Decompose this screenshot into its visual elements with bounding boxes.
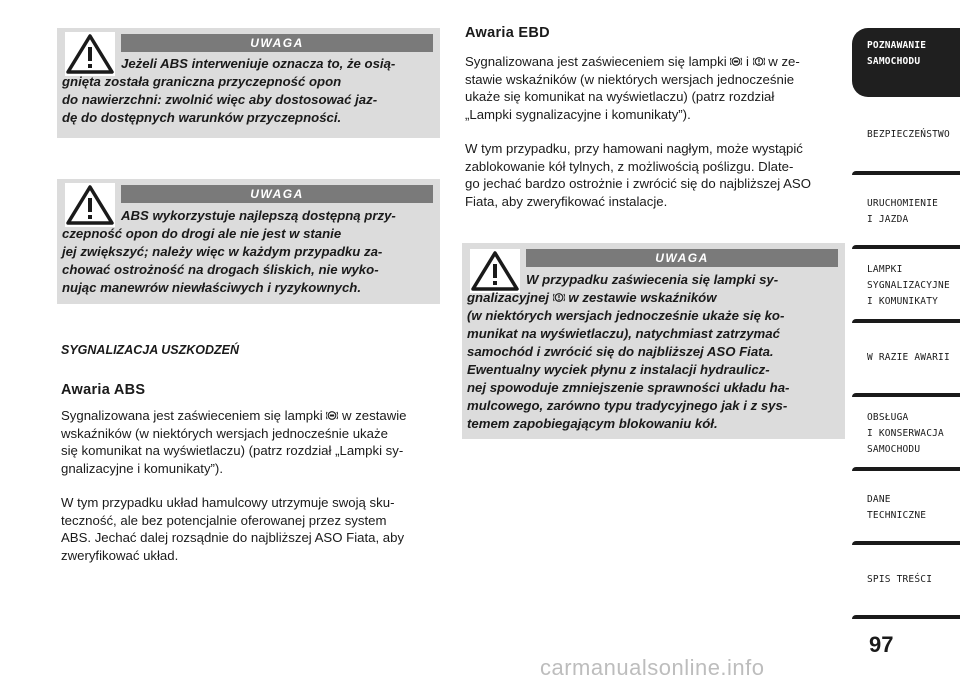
abs-warning-light-icon bbox=[326, 410, 338, 421]
warning-box-abs-intervention bbox=[57, 28, 440, 138]
tab-divider bbox=[852, 615, 960, 619]
abs-fault-paragraph-2: W tym przypadku układ hamulcowy utrzymuje swoją sku- teczność, ale bez potencjalnie oferowanej przez system ABS. Jechać dalej rozsądnie do najbliższej ASO Fiata, aby zweryfikować układ. bbox=[61, 495, 405, 563]
warning-heading: UWAGA bbox=[526, 249, 838, 267]
tab-lampki-sygnalizacyjne[interactable] bbox=[852, 250, 960, 319]
tab-label: URUCHOMIENIE I JAZDA bbox=[867, 198, 939, 225]
tab-divider bbox=[852, 541, 960, 545]
warning-box-abs-grip bbox=[57, 179, 440, 304]
tab-obsluga-i-konserwacja[interactable] bbox=[852, 398, 960, 467]
brake-warning-light-icon bbox=[753, 56, 765, 67]
section-label: SYGNALIZACJA USZKODZEŃ bbox=[61, 343, 240, 357]
ebd-fault-paragraph-1: Sygnalizowana jest zaświeceniem się lampki i w ze- stawie wskaźników (w niektórych wersjach jednocześnie ukaże się komunikat na wyświetlaczu) (patrz rozdział „Lampki sygnalizacyjne i komunikaty”). bbox=[465, 54, 800, 122]
watermark: carmanualsonline.info bbox=[540, 655, 765, 680]
tab-label: W RAZIE AWARII bbox=[867, 352, 950, 363]
warning-heading: UWAGA bbox=[121, 34, 433, 52]
tab-label: POZNAWANIE SAMOCHODU bbox=[867, 40, 927, 67]
tab-label: OBSŁUGA I KONSERWACJA SAMOCHODU bbox=[867, 412, 944, 455]
abs-fault-title: Awaria ABS bbox=[61, 382, 146, 398]
warning-text: Jeżeli ABS interweniuje oznacza to, że osią- gnięta została graniczna przyczepność opon do nawierzchni: zwolnić więc aby dostosować jaz- dę do dostępnych warunków przyczepności. bbox=[62, 56, 396, 125]
abs-warning-light-icon bbox=[730, 56, 742, 67]
tab-label: DANE TECHNICZNE bbox=[867, 494, 927, 521]
ebd-fault-paragraph-2: W tym przypadku, przy hamowani nagłym, może wystąpić zablokowanie kół tylnych, z możliwością poślizgu. Dlate- go jechać bardzo ostrożnie i zwrócić się do najbliższej ASO Fiata, aby zweryfikować instalacje. bbox=[465, 141, 811, 209]
page-number: 97 bbox=[869, 632, 894, 657]
tab-dane-techniczne[interactable] bbox=[852, 472, 960, 541]
warning-heading: UWAGA bbox=[121, 185, 433, 203]
abs-fault-paragraph-1: Sygnalizowana jest zaświeceniem się lampki w zestawie wskaźników (w niektórych wersjach jednocześnie ukaże się komunikat na wyświetlaczu) (patrz rozdział „Lampki sy- gnalizacyjne i komunikaty”). bbox=[61, 408, 407, 476]
warning-text: W przypadku zaświecenia się lampki sy- gnalizacyjnej w zestawie wskaźników (w niektórych wersjach jednocześnie ukaże się ko- munikat na wyświetlaczu), natychmiast zatrzymać samochód i zwrócić się do najbliższej ASO Fiata. Ewentualny wyciek płynu z instalacji hydraulicz- nej spowoduje zmniejszenie sprawności układu ha- mulcowego, zarówno typu tradycyjnego jak i z sys- temem zapobiegającym blokowaniu kół. bbox=[467, 272, 790, 431]
ebd-fault-title: Awaria EBD bbox=[465, 25, 550, 41]
tab-label: LAMPKI SYGNALIZACYJNE I KOMUNIKATY bbox=[867, 264, 950, 307]
warning-box-ebd bbox=[462, 243, 845, 439]
tab-divider bbox=[852, 319, 960, 323]
tab-w-razie-awarii[interactable] bbox=[852, 324, 960, 393]
tab-spis-tresci[interactable] bbox=[852, 546, 960, 615]
tab-divider bbox=[852, 393, 960, 397]
tab-uruchomienie-i-jazda[interactable] bbox=[852, 176, 960, 245]
tab-divider bbox=[852, 171, 960, 175]
tab-bezpieczenstwo[interactable] bbox=[852, 102, 960, 171]
brake-warning-light-icon bbox=[553, 292, 565, 303]
tab-poznawanie-samochodu[interactable] bbox=[852, 28, 960, 97]
tab-divider bbox=[852, 467, 960, 471]
warning-text: ABS wykorzystuje najlepszą dostępną przy- czepność opon do drogi ale nie jest w stanie jej zwiększyć; należy więc w każdym przypadku za- chować ostrożność na drogach śliskich, nie wyko- nując manewrów niewłaściwych i ryzykownych. bbox=[62, 208, 396, 295]
tab-label: BEZPIECZEŃSTWO bbox=[867, 129, 950, 140]
tab-label: SPIS TREŚCI bbox=[867, 574, 933, 585]
tab-divider bbox=[852, 245, 960, 249]
